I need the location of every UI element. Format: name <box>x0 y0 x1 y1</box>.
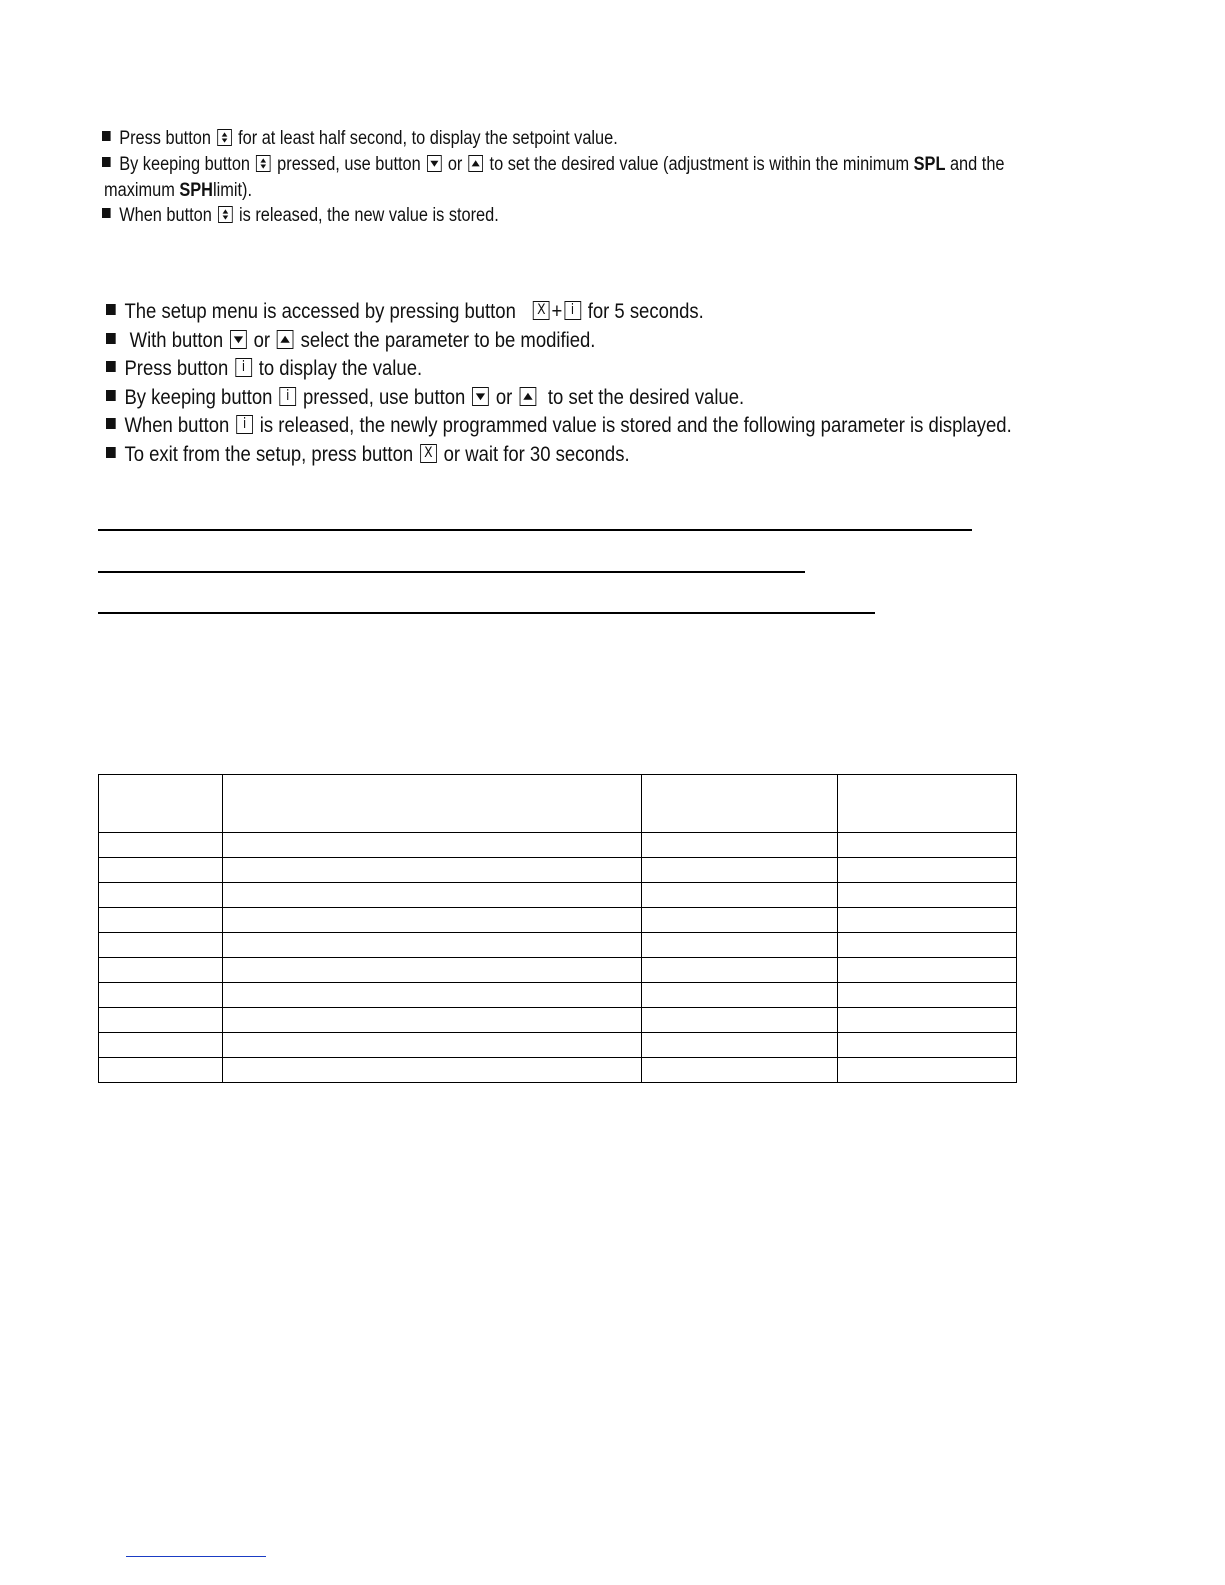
table-cell <box>223 1033 642 1058</box>
table-cell <box>838 958 1017 983</box>
table-cell <box>99 983 223 1008</box>
table-cell <box>642 1058 838 1083</box>
up-button-icon <box>277 330 294 349</box>
table-cell <box>223 908 642 933</box>
bullet-icon <box>106 390 116 401</box>
table-cell <box>642 833 838 858</box>
table-cell <box>223 858 642 883</box>
parameter-table <box>98 774 1017 1083</box>
table-cell <box>838 1008 1017 1033</box>
table-cell <box>99 833 223 858</box>
setpoint-button-icon <box>217 129 232 146</box>
table-cell <box>838 858 1017 883</box>
table-cell <box>838 833 1017 858</box>
table-cell <box>223 1008 642 1033</box>
setup-step-3: Press button i to display the value. <box>106 357 422 381</box>
bullet-icon <box>102 131 111 141</box>
setup-step-2: With button or select the parameter to be modified. <box>106 329 595 353</box>
table-cell <box>99 858 223 883</box>
footer-link[interactable] <box>126 1556 266 1557</box>
table-cell <box>838 983 1017 1008</box>
info-button-icon: i <box>235 358 252 377</box>
table-cell <box>838 908 1017 933</box>
table-cell <box>223 958 642 983</box>
table-cell <box>99 1008 223 1033</box>
table-cell <box>99 775 223 833</box>
setpoint-step-2: By keeping button pressed, use button or to set the desired value (adjustment is within the minimum SPL and the <box>102 154 1005 176</box>
up-button-icon <box>519 387 536 406</box>
table-row <box>99 958 1017 983</box>
bullet-icon <box>106 447 116 458</box>
down-button-icon <box>230 330 247 349</box>
table-cell <box>642 775 838 833</box>
setup-step-6: To exit from the setup, press button X or wait for 30 seconds. <box>106 443 630 467</box>
setup-step-4: By keeping button i pressed, use button or to set the desired value. <box>106 386 744 410</box>
setpoint-step-2-cont: maximum SPHlimit). <box>104 180 253 201</box>
blank-rule-3 <box>98 612 875 614</box>
table-cell <box>223 833 642 858</box>
table-row <box>99 1033 1017 1058</box>
table-cell <box>99 958 223 983</box>
exit-button-icon: X <box>420 444 437 463</box>
exit-button-icon: X <box>533 301 550 320</box>
table-cell <box>642 858 838 883</box>
table-row <box>99 1008 1017 1033</box>
bullet-icon <box>106 304 116 315</box>
table-cell <box>642 883 838 908</box>
table-row <box>99 933 1017 958</box>
table-cell <box>99 883 223 908</box>
bullet-icon <box>102 208 111 218</box>
down-button-icon <box>472 387 489 406</box>
table-cell <box>99 1058 223 1083</box>
table-row <box>99 983 1017 1008</box>
blank-rule-1 <box>98 529 972 531</box>
table-cell <box>642 933 838 958</box>
table-cell <box>642 1008 838 1033</box>
info-button-icon: i <box>236 415 253 434</box>
table-row <box>99 833 1017 858</box>
bullet-icon <box>106 361 116 372</box>
setup-step-1: The setup menu is accessed by pressing button X + i for 5 seconds. <box>106 300 704 324</box>
info-button-icon: i <box>279 387 296 406</box>
setpoint-step-1: Press button for at least half second, to display the setpoint value. <box>102 128 618 150</box>
setpoint-button-icon <box>218 206 233 223</box>
setpoint-step-3: When button is released, the new value is stored. <box>102 205 499 227</box>
table-cell <box>838 775 1017 833</box>
table-cell <box>642 958 838 983</box>
bullet-icon <box>106 333 116 344</box>
table-cell <box>642 908 838 933</box>
table-cell <box>642 983 838 1008</box>
table-cell <box>838 933 1017 958</box>
table-cell <box>223 983 642 1008</box>
bullet-icon <box>102 157 111 167</box>
table-row <box>99 883 1017 908</box>
up-button-icon <box>469 155 484 172</box>
table-cell <box>838 883 1017 908</box>
setup-step-5: When button i is released, the newly programmed value is stored and the following parameter is displayed. <box>106 414 1012 438</box>
table-row <box>99 1058 1017 1083</box>
table-cell <box>223 775 642 833</box>
table-cell <box>642 1033 838 1058</box>
setpoint-button-icon <box>256 155 271 172</box>
sph-label: SPH <box>179 180 213 201</box>
table-row <box>99 858 1017 883</box>
table-cell <box>223 1058 642 1083</box>
table-cell <box>99 908 223 933</box>
table-cell <box>223 883 642 908</box>
table-cell <box>838 1058 1017 1083</box>
info-button-icon: i <box>564 301 581 320</box>
table-cell <box>99 1033 223 1058</box>
table-cell <box>838 1033 1017 1058</box>
spl-label: SPL <box>913 154 946 175</box>
table-cell <box>99 933 223 958</box>
table-cell <box>223 933 642 958</box>
table-row <box>99 908 1017 933</box>
blank-rule-2 <box>98 571 805 573</box>
bullet-icon <box>106 418 116 429</box>
table-header-row <box>99 775 1017 833</box>
down-button-icon <box>427 155 442 172</box>
